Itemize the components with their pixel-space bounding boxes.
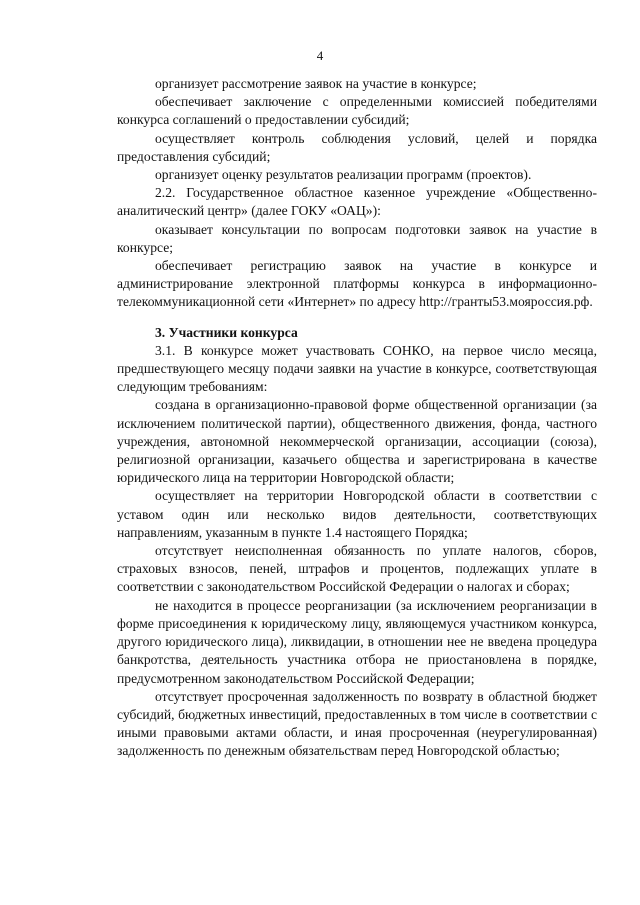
paragraph: 2.2. Государственное областное казенное учреждение «Общественно-аналитический центр» (далее ГОКУ «ОАЦ»):	[117, 185, 597, 219]
page-number: 4	[316, 48, 324, 63]
paragraph: осуществляет контроль соблюдения условий, целей и порядка предоставления субсидий;	[117, 130, 597, 164]
paragraph: осуществляет на территории Новгородской области в соответствии с уставом один или несколько видов деятельности, соответствующих направлениям, указанным в пункте 1.4 настоящего Порядка;	[117, 488, 597, 540]
paragraph: обеспечивает заключение с определенными комиссией победителями конкурса соглашений о предоставлении субсидий;	[117, 94, 597, 128]
paragraph: отсутствует неисполненная обязанность по уплате налогов, сборов, страховых взносов, пеней, штрафов и процентов, подлежащих уплате в соответствии с законодательством Российской Федерации о налогах и сборах;	[117, 543, 597, 595]
paragraph: оказывает консультации по вопросам подготовки заявок на участие в конкурсе;	[117, 221, 597, 255]
paragraph: отсутствует просроченная задолженность по возврату в областной бюджет субсидий, бюджетных инвестиций, предоставленных в том числе в соответствии с иными правовыми актами области, и иная просроченная (неурегулированная) задолженность по денежным обязательствам перед Новгородской областью;	[117, 688, 597, 759]
paragraph: организует рассмотрение заявок на участие в конкурсе;	[155, 76, 477, 91]
paragraph: 3.1. В конкурсе может участвовать СОНКО, на первое число месяца, предшествующего месяцу подачи заявки на участие в конкурсе, соответствующая следующим требованиям:	[117, 342, 597, 395]
paragraph: организует оценку результатов реализации программ (проектов).	[155, 167, 532, 183]
paragraph: обеспечивает регистрацию заявок на участие в конкурсе и администрирование электронной платформы конкурса в информационно-телекоммуникационной сети «Интернет» по адресу http://гранты53.мояроссия.рф.	[117, 258, 597, 310]
section-heading: 3. Участники конкурса	[155, 324, 298, 340]
paragraph: создана в организационно-правовой форме общественной организации (за исключением политической партии), общественного движения, фонда, частного учреждения, автономной некоммерческой организации, ассоциации (союза), религиозной организации, казачьего общества и зарегистрирована в качестве юридического лица на территории Новгородской области;	[117, 397, 597, 486]
document-body	[117, 75, 597, 761]
paragraph: не находится в процессе реорганизации (за исключением реорганизации в форме присоединения к юридическому лицу, являющемуся участником конкурса, другого юридического лица), ликвидации, в отношении нее не введена процедура банкротства, деятельность участника отбора не приостановлена в порядке, предусмотренном законодательством Российской Федерации;	[117, 597, 597, 686]
